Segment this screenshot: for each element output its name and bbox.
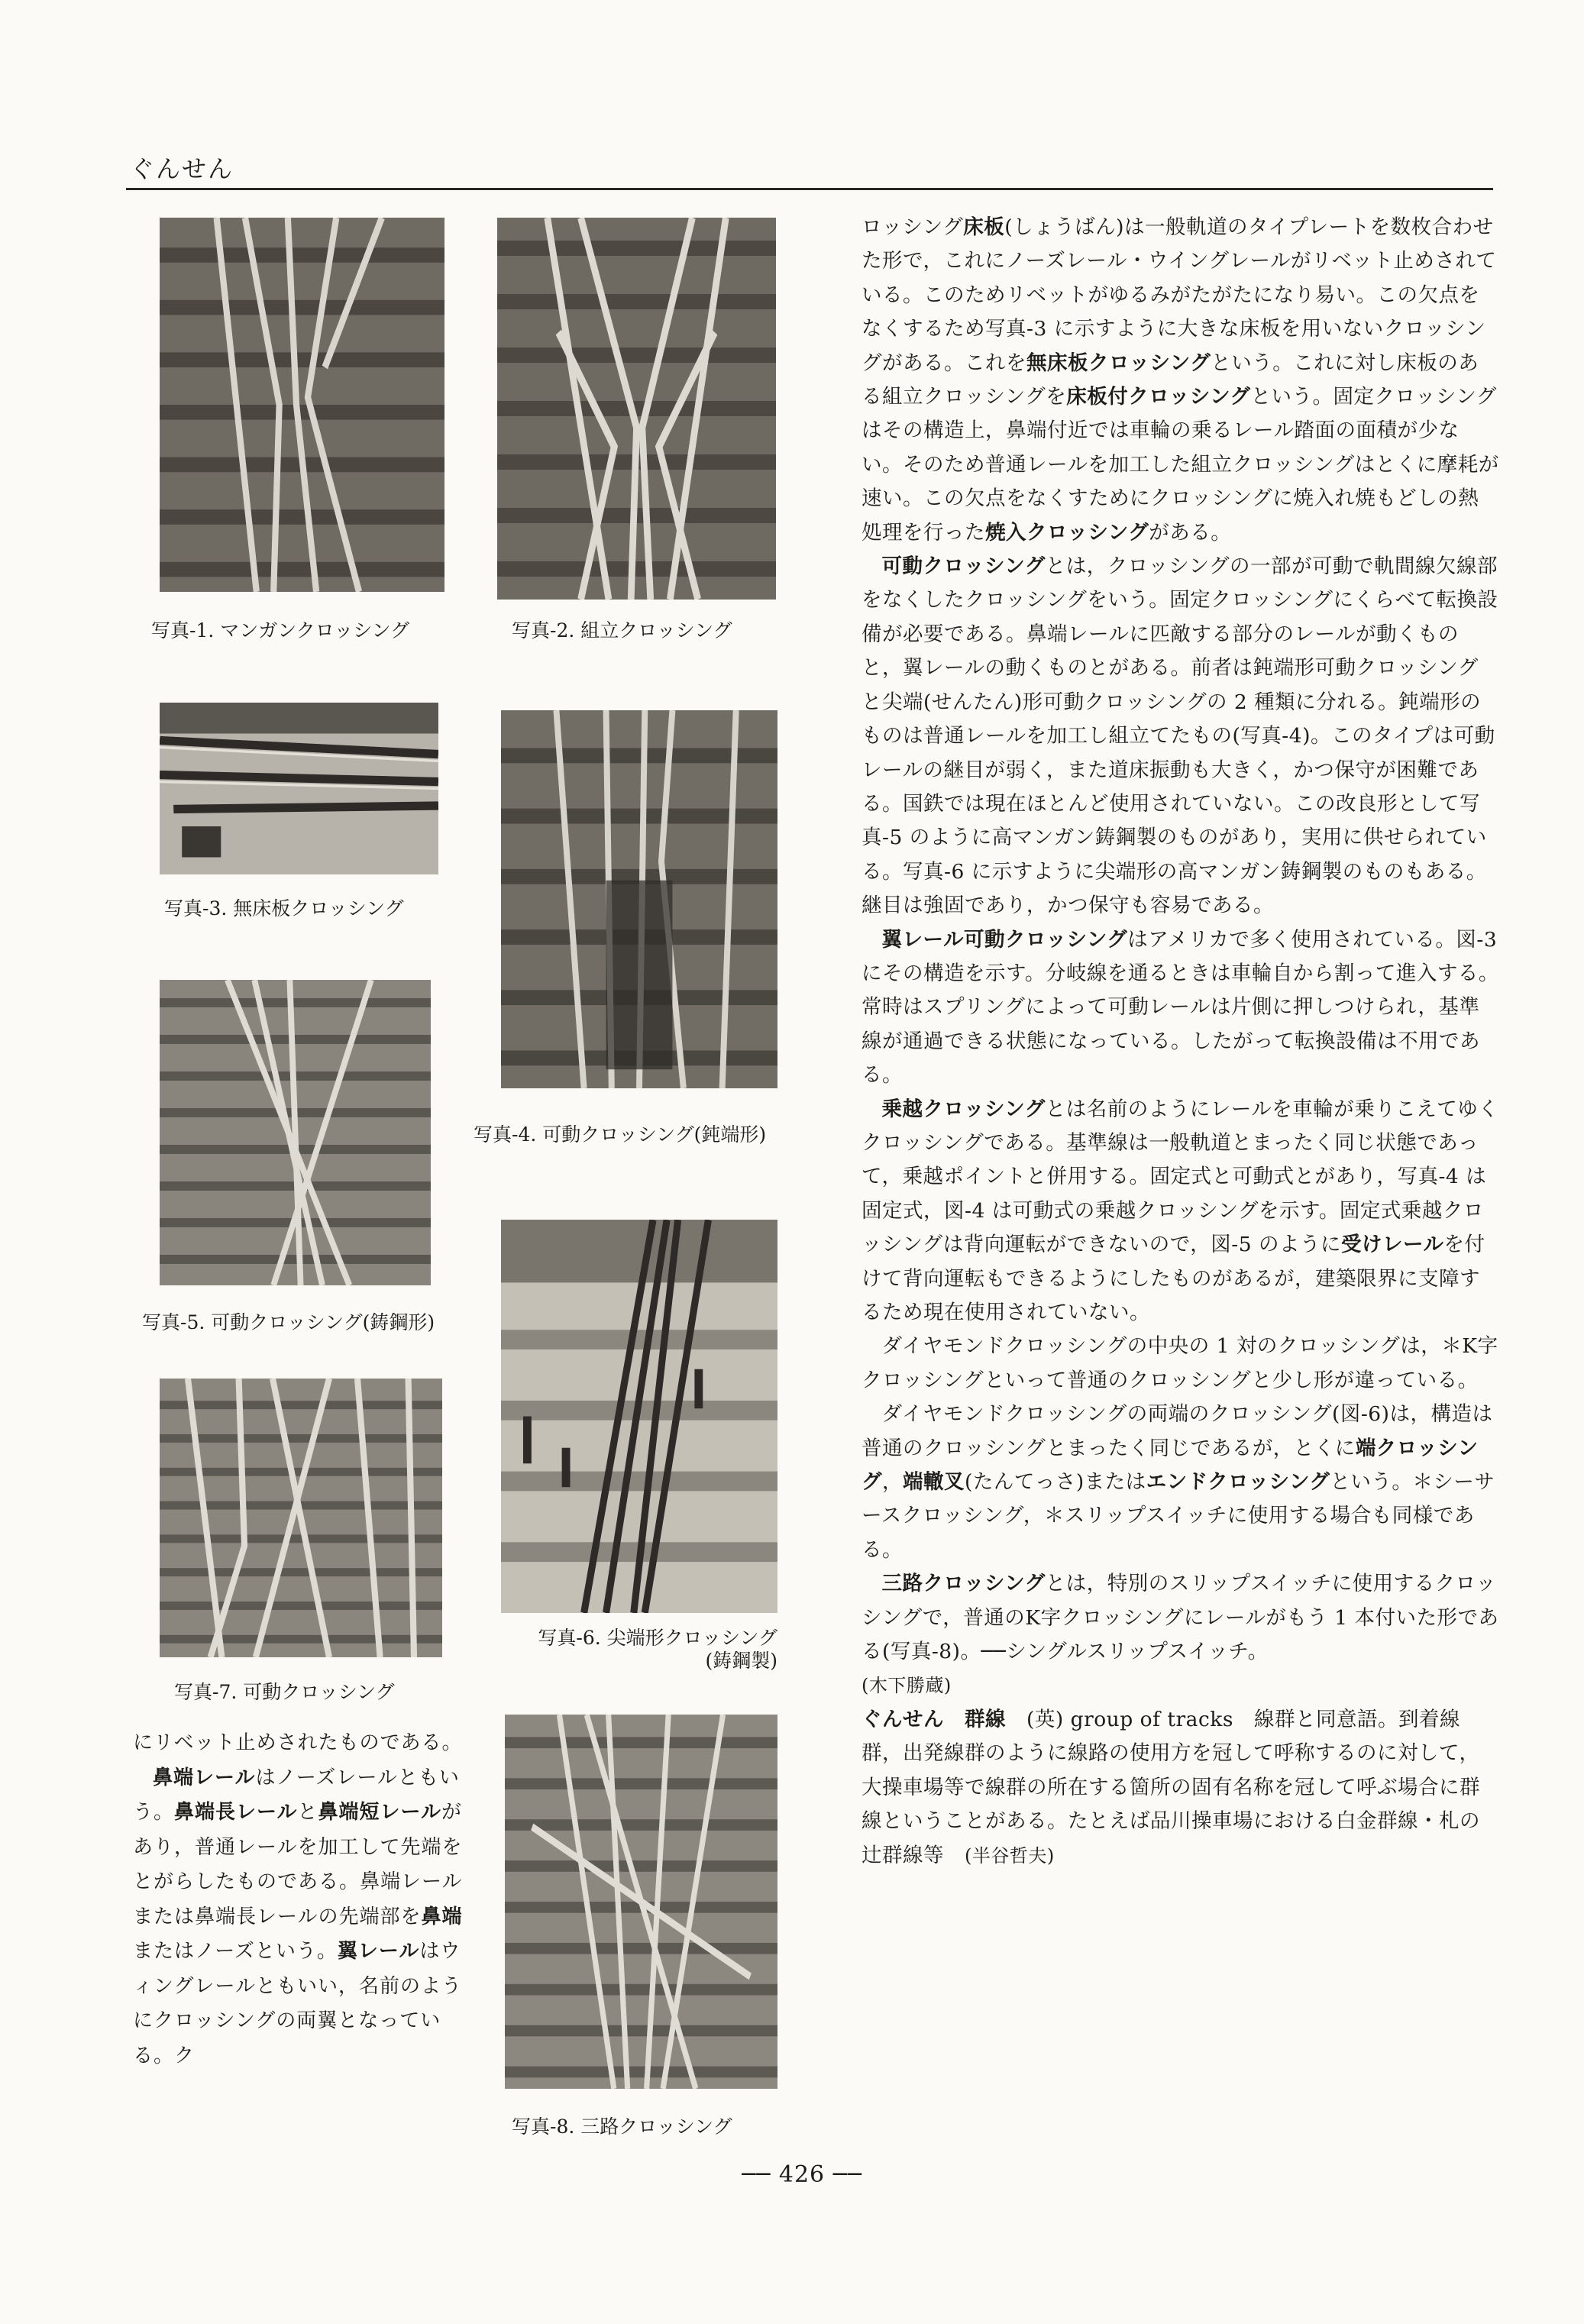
- photo-6-caption-line1: 写真-6. 尖端形クロッシング: [538, 1627, 777, 1649]
- r-p1-d: という。固定クロッシングはその構造上，鼻端付近では車輪の乗るレール踏面の面積が少ない。そのため普通レールを加工した組立クロッシングはとくに摩耗が速い。この欠点をなくすためにクロッシングに焼入れ焼もどしの熱処理を行った: [862, 385, 1499, 545]
- author-signature-1: (木下勝蔵): [862, 1675, 952, 1697]
- left-paragraph-1: にリベット止めされたものである。: [133, 1731, 463, 1754]
- r-p6-d: という。＊シーサースクロッシング，＊スリップスイッチに使用する場合も同様である。: [862, 1470, 1495, 1562]
- header-rule: [126, 188, 1493, 190]
- photo-6-pointed-crossing: [501, 1220, 777, 1613]
- r-p6-a: ダイヤモンドクロッシングの両端のクロッシング(図-6)は，構造は普通のクロッシングとまったく同じであるが，とくに: [862, 1402, 1493, 1460]
- term-movable-wing-crossing: 翼レール可動クロッシング: [881, 927, 1128, 952]
- photo-8-three-way-crossing: [505, 1715, 777, 2089]
- term-end-crossing-katakana: エンドクロッシング: [1146, 1470, 1330, 1495]
- r-p1-a: ロッシング: [862, 215, 964, 239]
- photo-2-caption: 写真-2. 組立クロッシング: [512, 619, 732, 642]
- term-end-frog: 端轍叉: [903, 1470, 965, 1495]
- term-climbing-crossing: 乗越クロッシング: [881, 1097, 1046, 1121]
- author-signature-2: (半谷哲夫): [965, 1844, 1055, 1867]
- term-baseplate-crossing: 床板付クロッシング: [1066, 385, 1251, 409]
- r-p1-c: という。これに対し床板のある組立クロッシングを: [862, 351, 1479, 409]
- photo-6-caption: [496, 1627, 777, 1673]
- right-paragraph-4: [862, 1093, 1499, 1330]
- r-p1-e: がある。: [1149, 520, 1232, 545]
- entry-gunsen-body: (英) group of tracks 線群と同意語。到着線群，出発線群のように線路の使用方を冠して呼称するのに対して，大操車場等で線群の所在する箇所の固有名称を冠して呼ぶ場合に群線ということがある。たとえば品川操車場における白金群線・札の辻群線等: [862, 1707, 1480, 1867]
- right-paragraph-7: [862, 1567, 1499, 1703]
- photo-5-caption: 写真-5. 可動クロッシング(鋳鋼形): [142, 1311, 435, 1333]
- term-long-nose-rail: 鼻端長レール: [174, 1801, 298, 1824]
- left-p2-text-4: またはノーズという。: [133, 1940, 338, 1963]
- term-three-way-crossing: 三路クロッシング: [881, 1572, 1046, 1596]
- photo-3-no-baseplate-crossing: [160, 703, 438, 874]
- page-number: ── 426 ──: [742, 2161, 862, 2188]
- left-p2-text-3: があり，普通レールを加工して先端をとがらしたものである。鼻端レールまたは鼻端長レールの先端部を: [133, 1801, 463, 1928]
- r-p4-b: を付けて背向運転もできるようにしたものがあるが，建築限界に支障するため現在使用されていない。: [862, 1233, 1485, 1324]
- r-p4-a: とは名前のようにレールを車輪が乗りこえてゆくクロッシングである。基準線は一般軌道とまったく同じ状態であって，乗越ポイントと併用する。固定式と可動式とがあり，写真-4 は固定式，図-4 は可動式の乗越クロッシングを示す。固定式乗越クロッシングは背向運転ができないので，図-5 のように: [862, 1097, 1499, 1257]
- term-guard-rail: 受けレール: [1341, 1233, 1444, 1257]
- r-p6-c: (たんてっさ)または: [965, 1470, 1146, 1495]
- right-paragraph-2: [862, 550, 1499, 923]
- right-paragraph-6: [862, 1398, 1499, 1567]
- left-column-text: [133, 1726, 463, 2073]
- term-movable-crossing: 可動クロッシング: [881, 554, 1046, 579]
- right-paragraph-3: [862, 923, 1499, 1093]
- term-hardened-crossing: 焼入クロッシング: [985, 520, 1149, 545]
- term-no-baseplate-crossing: 無床板クロッシング: [1026, 351, 1211, 375]
- left-p2-text-5: はウィングレールともいい，名前のようにクロッシングの両翼となっている。ク: [133, 1940, 462, 2067]
- photo-1-manganese-crossing: [160, 218, 444, 592]
- term-wing-rail: 翼レール: [337, 1940, 420, 1963]
- r-p7-a: とは，特別のスリップスイッチに使用するクロッシングで，普通のK字クロッシングにレールがもう 1 本付いた形である(写真-8)。──シングルスリップスイッチ。: [862, 1572, 1499, 1664]
- r-p6-b: ，: [882, 1470, 903, 1495]
- photo-4-caption: 写真-4. 可動クロッシング(鈍端形): [474, 1123, 767, 1146]
- left-p2-text-1: はノーズレールともいう。: [133, 1766, 460, 1824]
- r-p3-a: はアメリカで多く使用されている。図-3 にその構造を示す。分岐線を通るときは車輪自から割って進入する。常時はスプリングによって可動レールは片側に押しつけられ，基準線が通過できる状態になっている。したがって転換設備は不用である。: [862, 927, 1499, 1088]
- photo-8-caption: 写真-8. 三路クロッシング: [512, 2116, 732, 2138]
- right-column-text: [862, 211, 1499, 1873]
- page-header: ぐんせん: [130, 154, 234, 183]
- photo-5-movable-crossing-cast: [160, 980, 431, 1285]
- photo-2-built-up-crossing: [497, 218, 776, 600]
- photo-7-caption: 写真-7. 可動クロッシング: [174, 1681, 395, 1703]
- term-baseplate: 床板: [963, 215, 1005, 239]
- term-short-nose-rail: 鼻端短レール: [318, 1801, 441, 1824]
- photo-3-caption: 写真-3. 無床板クロッシング: [164, 897, 404, 920]
- entry-gunsen: [862, 1703, 1499, 1873]
- r-p1-b: (しょうばん)は一般軌道のタイプレートを数枚合わせた形で，これにノーズレール・ウイングレールがリベット止めされている。このためリベットがゆるみがたがたになり易い。この欠点をなくするため写真-3 に示すように大きな床板を用いないクロッシングがある。これを: [862, 215, 1497, 375]
- photo-6-caption-line2: (鋳鋼製): [705, 1650, 777, 1672]
- photo-7-movable-crossing: [160, 1379, 442, 1657]
- left-p2-text-2: と: [297, 1801, 318, 1824]
- term-end-crossing: 端クロッシング: [862, 1436, 1479, 1495]
- photo-1-caption: 写真-1. マンガンクロッシング: [151, 619, 410, 642]
- right-paragraph-1: [862, 211, 1499, 550]
- photo-4-movable-crossing-blunt: [501, 710, 777, 1088]
- right-paragraph-5: ダイヤモンドクロッシングの中央の 1 対のクロッシングは，＊K字クロッシングといって普通のクロッシングと少し形が違っている。: [862, 1334, 1498, 1392]
- r-p2-a: とは，クロッシングの一部が可動で軌間線欠線部をなくしたクロッシングをいう。固定クロッシングにくらべて転換設備が必要である。鼻端レールに匹敵する部分のレールが動くものと，翼レールの動くものとがある。前者は鈍端形可動クロッシングと尖端(せんたん)形可動クロッシングの 2 種類に分れる。鈍端形のものは普通レールを加工し組立てたもの(写真-4)。このタイプは可動レールの継目が弱く，また道床振動も大きく，かつ保守が困難である。国鉄では現在ほとんど使用されていない。この改良形として写真-5 のように高マンガン鋳鋼製のものがあり，実用に供せられている。写真-6 に示すように尖端形の高マンガン鋳鋼製のものもある。継目は強固であり，かつ保守も容易である。: [862, 554, 1498, 918]
- entry-heading-gunsen: ぐんせん 群線: [862, 1707, 1006, 1731]
- left-paragraph-2: [133, 1761, 463, 2074]
- term-nose: 鼻端: [421, 1905, 463, 1928]
- term-nose-rail: 鼻端レール: [153, 1766, 256, 1789]
